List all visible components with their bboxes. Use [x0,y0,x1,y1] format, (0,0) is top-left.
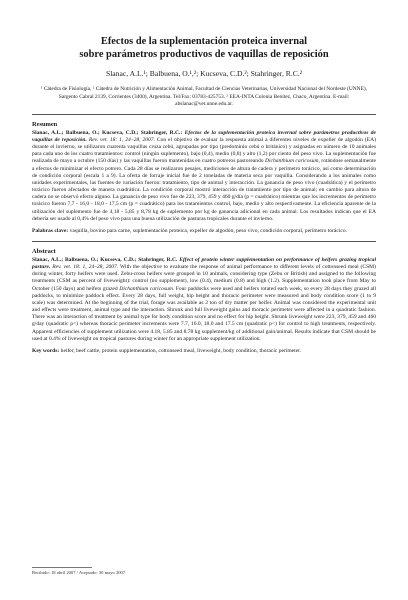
divider-middle [32,241,376,242]
abstract-body [32,257,376,343]
abstract-text-2: . Four paddocks were used and heifers rotated each week, so every 28 days they grazed all paddocks, to minimize paddock effect. Every 28 days, full weight, hip height and thoracic perimeter were measured and body condition score (1 to 9 scale) was determined. At the beginning of the trial, forage was available as 2 ton of dry matter per heifer. Animal was considered the experimental unit and effects were treatment, animal type and the interaction. Shrunk and full liveweight gains and thoracic perimeter were affected in a quadratic fashion. There was an interaction of treatment by animal type for body condition score and no effect for hip height. Shrunk liveweight were 223, 379, 459 and 460 g/day (quadratic p<) whereas thoracic perimeter increments were 7.7, 16.0, 18.0 and 17.5 cm (quadratic p<) for control to high treatments, respectively. Apparent efficiencies of supplement utilization were 4.18, 5.85 and 8.78 kg supplement/kg of additional gain/animal. Results indicate that CSM should be used at 0.4% of liveweight on tropical pastures during winter for an appropriate supplement utilization. [32,285,376,342]
resumen-species: Dichanthium caricosum [265,158,319,165]
abstract-species: Dichanthium caricosum [119,285,173,292]
resumen-keywords-label: Palabras clave: [32,227,69,234]
title-line-2: sobre parámetros productivos de vaquillas de reposición [79,48,329,60]
resumen-text-2: , rotándose semanalmente a efectos de minimizar el efecto potrero. Cada 28 días se realizaron pesajes, mediciones de altura de cadera y perímetro torácico, así como determinación de condición corporal (escala 1 a 9). La oferta de forraje inicial fue de 2 toneladas de materia seca por vaquilla. Considerando a los animales como unidades experimentales, las fuentes de variación fueron: tratamiento, tipo de animal y interacción. La ganancia de peso vivo (cuadrática) y el perímetro torácico fueron afectados de manera cuadrática. La condición corporal mostró interacción de tratamiento por tipo de animal; en cambio para altura de cadera no se observó efecto alguno. La ganancia de peso vivo fue de 223, 379, 459 y 460 g/día (p = cuadrático) mientras que los incrementos de perímetro torácico fueron 7,7 - 16,0 - 18,0 - 17,5 cm (p = cuadrático) para los tratamientos control, bajo, medio y alto respectivamente. La eficiencia aparente de la utilización del suplemento fue de 4,18 - 5,85 y 8,78 kg de suplemento por kg de ganancia adicional en cada animal. Los resultados indican que el EA debería ser usado al 0,4% del peso vivo para una buena utilización de pasturas tropicales durante el invierno. [32,158,377,222]
resumen-heading: Resumen [32,120,58,128]
received-dates: Recibido: 18 abril 2007 / Aceptado: 30 mayo 2007 [32,570,126,575]
resumen-citation-authors: Slanac, A.L.; Balbuena, O.; Kucseva, C.D.; Stahringer, R.C.: [32,129,183,136]
abstract-keywords [32,348,376,355]
resumen-section [32,121,376,235]
divider-top [32,114,376,115]
footer-rule [32,567,92,568]
article-title [36,36,372,61]
abstract-keywords-label: Key words: [32,347,60,354]
abstract-heading: Abstract [32,247,56,255]
abstract-section [32,248,376,355]
resumen-keywords [32,228,376,235]
resumen-citation-ref: Rev. vet. 18: 1, 24–28, 2007. [88,136,155,143]
abstract-citation-title: Effect of protein winter supplementation on performance of heifers grazing tropical pasture. [32,256,376,271]
abstract-text: With the objective to evaluate the response of animal performance to different levels of cottonseed meal (CSM) during winter, forty heifers were used. Zebu-cross heifers were grouped in 10 animals, considering type (Zebu or British) and assigned to the following treatments (CSM as percent of liveweight): control (no supplement), low (0.4), medium (0.8) and high (1.2). Supplementation took place from May to October (150 days) and heifers grazed [32,264,376,292]
title-line-1: Efectos de la suplementación proteica invernal [100,36,308,47]
resumen-body [32,130,376,223]
abstract-keywords-list: heifer, beef cattle, protein supplementation, cottonseed meal, liveweight, body condition, thoracic perimeter. [60,347,302,354]
author-list: Slanac, A.L.¹; Balbuena, O.¹,²; Kucseva, C.D.²; Stahringer, R.C.² [105,69,303,78]
resumen-text: Con el objetivo de evaluar la respuesta animal a diferentes niveles de expeller de algodón (EA) durante el invierno, se utilizaron cuarenta vaquillas cruza cebú, agrupadas por tipo (predominio cebú o británico) y asignadas en número de 10 animales para cada uno de los cuatro tratamientos: control (ningún suplemento), bajo (0,4), medio (0,8) y alto (1,2) por ciento del peso vivo. La suplementación fue realizada de mayo a octubre (150 días) y las vaquillas fueron mantenidas en cuatro potreros pastoreando [32,136,376,165]
resumen-citation-title: Efectos de la suplementación proteica invernal sobre parámetros productivos de vaquillas de reposición. [32,129,377,143]
abstract-citation-ref: Rev. vet. 18: 1, 24–28, 2007. [52,264,119,271]
abstract-citation-authors: Slanac, A.L.; Balbuena, O.; Kucseva, C.D.; Stahringer, R.C. [32,256,178,263]
resumen-keywords-list: vaquilla, bovino para carne, suplementación proteica, expeller de algodón, peso vivo, condición corporal, perímetro torácico. [69,227,347,234]
affiliations: ¹ Cátedra de Fisiología, ² Cátedra de Nutrición y Alimentación Animal, Facultad de Ciencias Veterinarias, Universidad Nacional del Nordeste (UNNE), Sargento Cabral 2139, Corrientes (3400), Argentina. Tel/Fax: 03783-425753. ² EEA-INTA Colonia Benítez, Chaco, Argentina. E-mail: abslanac@vet.unne.edu.ar. [40,86,368,108]
